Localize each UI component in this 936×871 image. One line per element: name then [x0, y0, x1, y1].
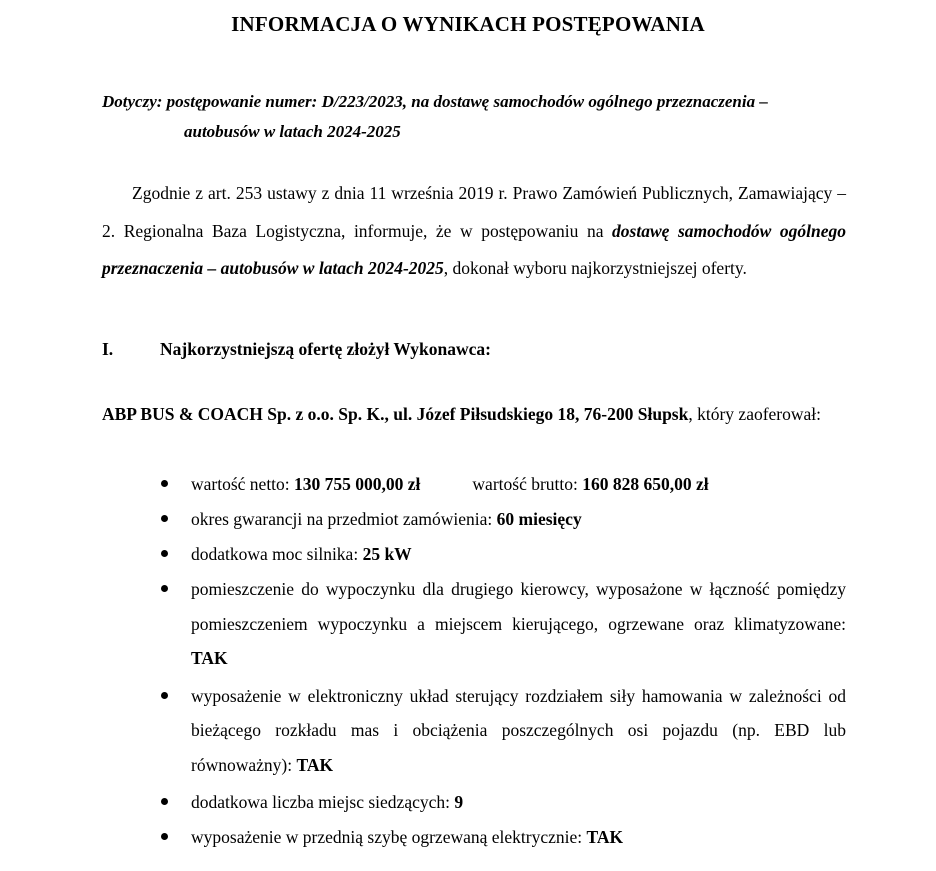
bullet-icon: [161, 798, 168, 805]
bullet-icon: [161, 692, 168, 699]
subject-line-1: Dotyczy: postępowanie numer: D/223/2023, na dostawę samochodów ogólnego przeznaczenia –: [102, 92, 768, 111]
list-item: [158, 467, 846, 501]
list-item: [158, 820, 846, 854]
net-label: wartość netto:: [191, 474, 295, 494]
contractor-name: ABP BUS & COACH Sp. z o.o. Sp. K., ul. Józef Piłsudskiego 18, 76-200 Słupsk: [102, 404, 689, 424]
bullet-icon: [161, 515, 168, 522]
item-value: 9: [454, 792, 464, 812]
bullet-icon: [161, 833, 168, 840]
contractor-paragraph: [102, 397, 846, 431]
item-value: TAK: [586, 827, 624, 847]
item-label: pomieszczenie do wypoczynku dla drugiego kierowcy, wyposażone w łączność pomiędzy pomieszczeniem wypoczynku a miejscem kierującego, ogrzewane oraz klimatyzowane:: [191, 579, 846, 634]
bullet-icon: [161, 480, 168, 487]
list-item: [158, 679, 846, 783]
gross-label: wartość brutto:: [472, 474, 583, 494]
item-value: TAK: [296, 754, 334, 775]
section-heading: [102, 339, 491, 360]
gross-value: 160 828 650,00 zł: [582, 474, 709, 494]
subject-line: [102, 87, 862, 147]
bullet-icon: [161, 585, 168, 592]
item-value: 60 miesięcy: [496, 509, 582, 529]
contractor-suffix: , który zaoferował:: [688, 404, 822, 424]
bullet-icon: [161, 550, 168, 557]
list-item: [158, 785, 846, 819]
item-value: TAK: [191, 648, 228, 668]
intro-text-2: , dokonał wyboru najkorzystniejszej oferty.: [443, 258, 747, 278]
item-label: okres gwarancji na przedmiot zamówienia:: [191, 509, 497, 529]
list-item: [158, 502, 846, 536]
item-label: wyposażenie w przednią szybę ogrzewaną elektrycznie:: [191, 827, 587, 847]
item-label: dodatkowa moc silnika:: [191, 544, 363, 564]
net-value: 130 755 000,00 zł: [294, 474, 421, 494]
section-number: I.: [102, 339, 114, 359]
list-item: [158, 572, 846, 676]
offer-list: [158, 467, 846, 855]
document-title: INFORMACJA O WYNIKACH POSTĘPOWANIA: [231, 12, 705, 36]
item-label: dodatkowa liczba miejsc siedzących:: [191, 792, 455, 812]
intro-text-1: Zgodnie z art. 253 ustawy z dnia 11 września 2019 r. Prawo Zamówień Publicznych, Zamawiający – 2. Regionalna Baza Logistyczna, informuje, że w postępowaniu na: [102, 183, 846, 241]
intro-subject-emphasis: dostawę samochodów ogólnego przeznaczenia – autobusów w latach 2024-2025: [102, 220, 846, 278]
item-value: 25 kW: [362, 544, 412, 564]
item-label: wyposażenie w elektroniczny układ sterujący rozdziałem siły hamowania w zależności od bieżącego rozkładu mas i obciążenia poszczególnych osi pojazdu (np. EBD lub równoważny):: [191, 685, 846, 775]
intro-paragraph: [102, 175, 846, 288]
section-title: Najkorzystniejszą ofertę złożył Wykonawca:: [160, 339, 491, 359]
list-item: [158, 537, 846, 571]
subject-line-2: autobusów w latach 2024-2025: [184, 122, 401, 141]
